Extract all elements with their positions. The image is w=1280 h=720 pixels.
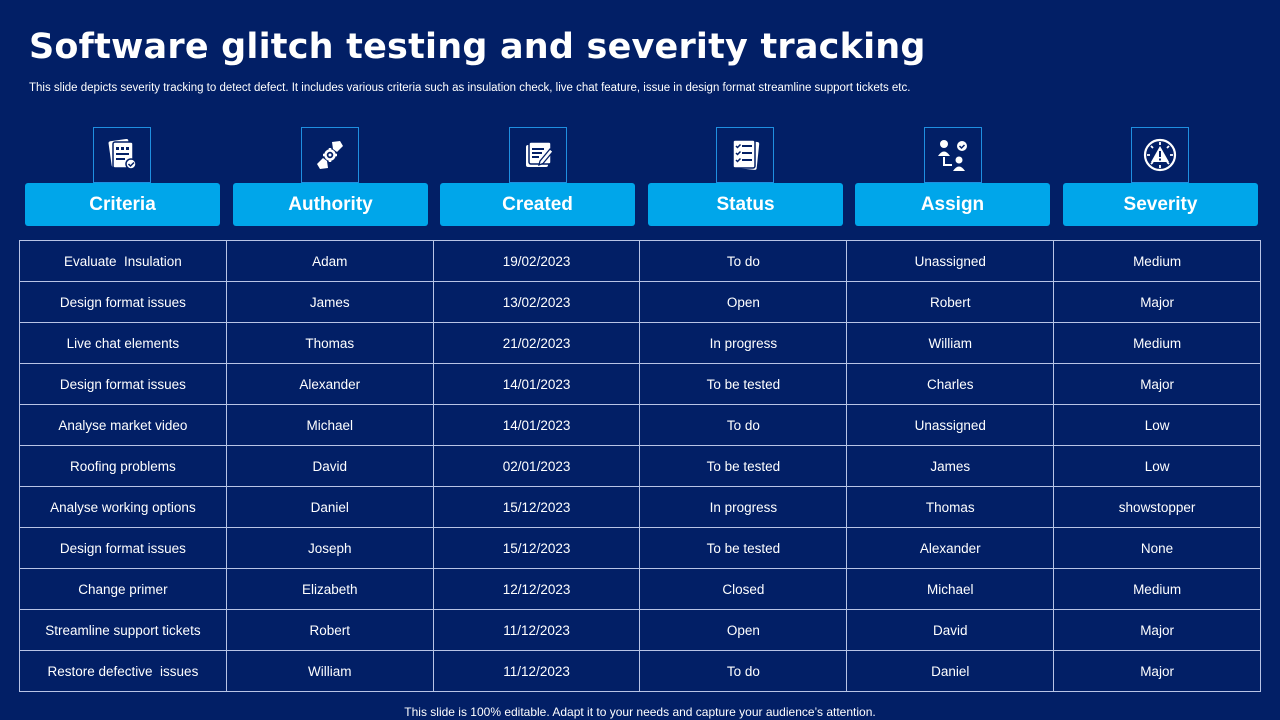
cell-severity: Low: [1054, 405, 1261, 446]
cell-created: 15/12/2023: [433, 528, 640, 569]
table-row: [20, 405, 1261, 446]
table-row: [20, 528, 1261, 569]
cell-criteria: Live chat elements: [20, 323, 227, 364]
table-row: [20, 282, 1261, 323]
header-status: Status: [648, 183, 843, 226]
notepad-pen-icon: [509, 127, 567, 183]
header-authority: Authority: [233, 183, 428, 226]
cell-authority: Robert: [226, 610, 433, 651]
table-row: [20, 323, 1261, 364]
table-row: [20, 487, 1261, 528]
cell-status: In progress: [640, 323, 847, 364]
table-row: [20, 446, 1261, 487]
cell-assign: Unassigned: [847, 405, 1054, 446]
slide-footer: This slide is 100% editable. Adapt it to your needs and capture your audience’s attention.: [404, 705, 876, 719]
cell-created: 02/01/2023: [433, 446, 640, 487]
warning-triangle-icon: [1131, 127, 1189, 183]
cell-authority: Alexander: [226, 364, 433, 405]
cell-assign: Robert: [847, 282, 1054, 323]
table-row: [20, 241, 1261, 282]
cell-authority: William: [226, 651, 433, 692]
cell-status: To do: [640, 405, 847, 446]
cell-status: To be tested: [640, 364, 847, 405]
header-severity: Severity: [1063, 183, 1258, 226]
cell-assign: Unassigned: [847, 241, 1054, 282]
cell-authority: Elizabeth: [226, 569, 433, 610]
cell-severity: Medium: [1054, 323, 1261, 364]
table-row: [20, 364, 1261, 405]
cell-severity: Low: [1054, 446, 1261, 487]
cell-assign: Alexander: [847, 528, 1054, 569]
cell-authority: Thomas: [226, 323, 433, 364]
cell-status: Closed: [640, 569, 847, 610]
cell-criteria: Analyse market video: [20, 405, 227, 446]
cell-status: To do: [640, 651, 847, 692]
cell-criteria: Evaluate Insulation: [20, 241, 227, 282]
cell-authority: Adam: [226, 241, 433, 282]
cell-assign: Thomas: [847, 487, 1054, 528]
cell-authority: David: [226, 446, 433, 487]
cell-created: 15/12/2023: [433, 487, 640, 528]
cell-criteria: Streamline support tickets: [20, 610, 227, 651]
cell-authority: James: [226, 282, 433, 323]
cell-severity: Major: [1054, 610, 1261, 651]
cell-assign: Michael: [847, 569, 1054, 610]
tracking-table: [19, 240, 1261, 692]
cell-created: 14/01/2023: [433, 405, 640, 446]
cell-assign: Daniel: [847, 651, 1054, 692]
cell-status: Open: [640, 282, 847, 323]
cell-status: Open: [640, 610, 847, 651]
cell-criteria: Change primer: [20, 569, 227, 610]
slide-title: Software glitch testing and severity tracking: [29, 27, 926, 67]
cell-status: To be tested: [640, 528, 847, 569]
cell-criteria: Restore defective issues: [20, 651, 227, 692]
header-criteria: Criteria: [25, 183, 220, 226]
cell-criteria: Roofing problems: [20, 446, 227, 487]
header-assign: Assign: [855, 183, 1050, 226]
cell-authority: Daniel: [226, 487, 433, 528]
cell-assign: William: [847, 323, 1054, 364]
user-assign-icon: [924, 127, 982, 183]
cell-created: 19/02/2023: [433, 241, 640, 282]
cell-severity: Medium: [1054, 241, 1261, 282]
cell-created: 12/12/2023: [433, 569, 640, 610]
cell-assign: James: [847, 446, 1054, 487]
cell-status: To do: [640, 241, 847, 282]
cell-status: In progress: [640, 487, 847, 528]
table-row: [20, 651, 1261, 692]
cell-criteria: Design format issues: [20, 282, 227, 323]
document-checklist-icon: [93, 127, 151, 183]
table-row: [20, 569, 1261, 610]
handshake-gear-icon: [301, 127, 359, 183]
cell-severity: Major: [1054, 651, 1261, 692]
cell-authority: Joseph: [226, 528, 433, 569]
cell-severity: None: [1054, 528, 1261, 569]
header-created: Created: [440, 183, 635, 226]
cell-status: To be tested: [640, 446, 847, 487]
cell-created: 14/01/2023: [433, 364, 640, 405]
cell-severity: Major: [1054, 282, 1261, 323]
cell-assign: Charles: [847, 364, 1054, 405]
cell-criteria: Design format issues: [20, 364, 227, 405]
checklist-clipboard-icon: [716, 127, 774, 183]
cell-severity: Major: [1054, 364, 1261, 405]
cell-created: 11/12/2023: [433, 651, 640, 692]
cell-created: 13/02/2023: [433, 282, 640, 323]
cell-created: 21/02/2023: [433, 323, 640, 364]
cell-severity: Medium: [1054, 569, 1261, 610]
cell-severity: showstopper: [1054, 487, 1261, 528]
cell-criteria: Analyse working options: [20, 487, 227, 528]
cell-assign: David: [847, 610, 1054, 651]
table-row: [20, 610, 1261, 651]
slide-subtitle: This slide depicts severity tracking to detect defect. It includes various criteria such as insulation check, live chat feature, issue in design format streamline support tickets etc.: [29, 82, 911, 94]
cell-criteria: Design format issues: [20, 528, 227, 569]
cell-authority: Michael: [226, 405, 433, 446]
cell-created: 11/12/2023: [433, 610, 640, 651]
